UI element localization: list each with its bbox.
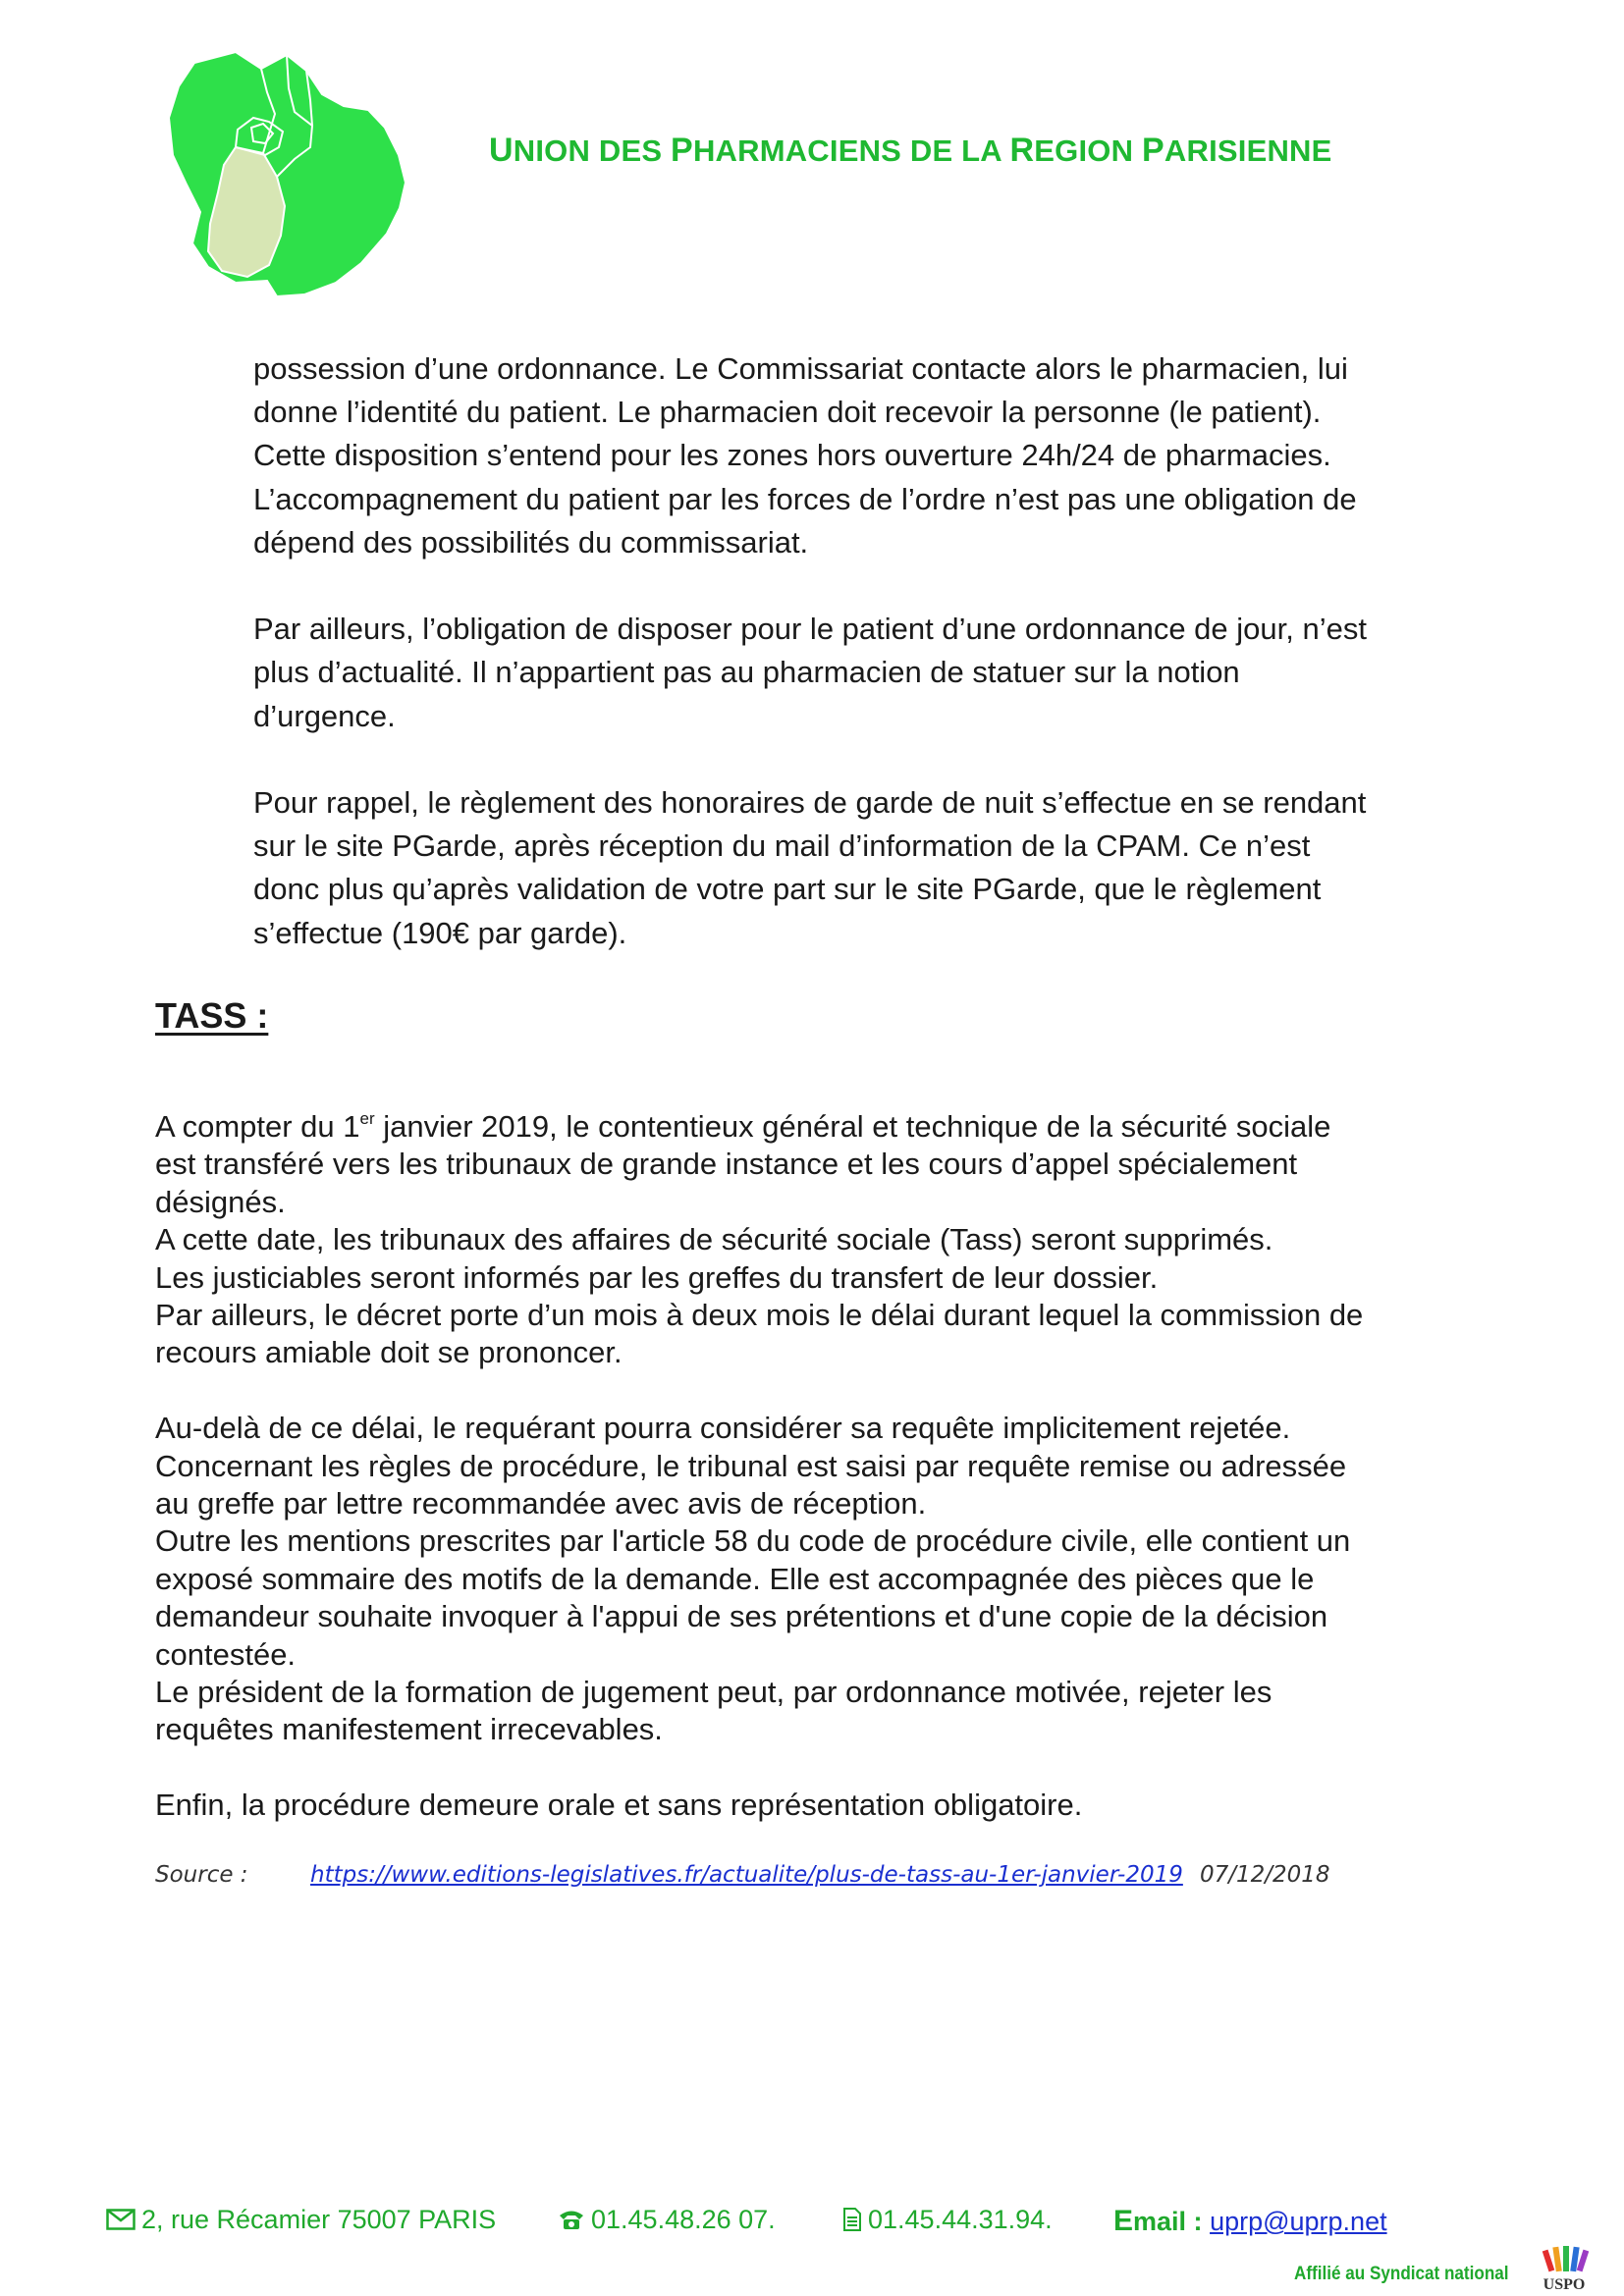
footer-phone (558, 2205, 776, 2235)
region-map-logo (167, 49, 461, 299)
text-line: donne l’identité du patient. Le pharmacien doit recevoir la personne (le patient). (253, 395, 1322, 430)
text-line: donc plus qu’après validation de votre part sur le site PGarde, que le règlement (253, 872, 1322, 907)
text-line: s’effectue (190€ par garde). (253, 915, 627, 950)
envelope-icon (106, 2209, 135, 2230)
text-line: A compter du 1er janvier 2019, le contentieux général et technique de la sécurité sociale (155, 1108, 1331, 1144)
footer-address (106, 2205, 496, 2235)
title-fragment: HARMACIENS DE LA (692, 133, 1010, 168)
affiliation-text: Affilié au Syndicat national (1294, 2264, 1509, 2284)
text-line: Enfin, la procédure demeure orale et sans représentation obligatoire. (155, 1788, 1083, 1823)
text-line: d’urgence. (253, 698, 396, 733)
text-line: recours amiable doit se prononcer. (155, 1335, 623, 1370)
phone-text: 01.45.48.26 07. (591, 2205, 776, 2234)
text-line: L’accompagnement du patient par les forces de l’ordre n’est pas une obligation de (253, 481, 1357, 516)
uspo-logo-text: USPO (1543, 2276, 1586, 2293)
telephone-icon (558, 2209, 585, 2230)
text-line: exposé sommaire des motifs de la demande. Elle est accompagnée des pièces que le (155, 1561, 1315, 1596)
title-fragment: EGION (1034, 133, 1143, 168)
text-line: requêtes manifestement irrecevables. (155, 1712, 663, 1747)
footer-email (1113, 2205, 1387, 2238)
fax-document-icon (842, 2208, 862, 2231)
text-line: désignés. (155, 1184, 286, 1219)
email-label: Email : (1113, 2205, 1203, 2237)
text-line: possession d’une ordonnance. Le Commissariat contacte alors le pharmacien, lui (253, 351, 1348, 386)
text-line: dépend des possibilités du commissariat. (253, 524, 809, 560)
text-line: Cette disposition s’entend pour les zones hors ouverture 24h/24 de pharmacies. (253, 438, 1331, 473)
address-text: 2, rue Récamier 75007 PARIS (141, 2205, 497, 2234)
text-line: sur le site PGarde, après réception du mail d’information de la CPAM. Ce n’est (253, 828, 1311, 864)
text-line: plus d’actualité. Il n’appartient pas au pharmacien de statuer sur la notion (253, 655, 1240, 690)
fax-text: 01.45.44.31.94. (868, 2205, 1053, 2234)
title-fragment: ARISIENNE (1164, 133, 1332, 168)
text-line: Par ailleurs, l’obligation de disposer pour le patient d’une ordonnance de jour, n’est (253, 612, 1367, 647)
text-line: contestée. (155, 1636, 297, 1672)
text-line: demandeur souhaite invoquer à l'appui de ses prétentions et d'une copie de la décision (155, 1599, 1328, 1634)
text-line: Les justiciables seront informés par les greffes du transfert de leur dossier. (155, 1259, 1159, 1295)
title-fragment: U (489, 132, 514, 169)
title-fragment: P (1142, 132, 1164, 169)
text-line: A cette date, les tribunaux des affaires de sécurité sociale (Tass) seront supprimés. (155, 1222, 1273, 1257)
email-link[interactable]: uprp@uprp.net (1210, 2207, 1387, 2236)
source-link[interactable]: https://www.editions-legislatives.fr/actualite/plus-de-tass-au-1er-janvier-2019 (310, 1862, 1183, 1888)
text-line: est transféré vers les tribunaux de grande instance et les cours d’appel spécialement (155, 1147, 1298, 1182)
superscript-er: er (359, 1108, 375, 1128)
source-date: 07/12/2018 (1200, 1862, 1330, 1888)
text-line: Au-delà de ce délai, le requérant pourra considérer sa requête implicitement rejetée. (155, 1411, 1291, 1446)
footer-fax (842, 2205, 1053, 2235)
title-fragment: NION DES (513, 133, 672, 168)
text-line: Pour rappel, le règlement des honoraires de garde de nuit s’effectue en se rendant (253, 785, 1367, 820)
text-line: au greffe par lettre recommandée avec avis de réception. (155, 1486, 927, 1521)
text-line: Concernant les règles de procédure, le tribunal est saisi par requête remise ou adressée (155, 1448, 1347, 1483)
text-line: Par ailleurs, le décret porte d’un mois à deux mois le délai durant lequel la commission de (155, 1298, 1364, 1332)
source-label: Source : (155, 1862, 248, 1888)
title-fragment: R (1009, 132, 1035, 169)
organization-title (489, 132, 1332, 170)
tass-heading: TASS : (155, 995, 269, 1036)
title-fragment: P (671, 132, 693, 169)
text-line: Le président de la formation de jugement peut, par ordonnance motivée, rejeter les (155, 1675, 1272, 1709)
text-line: Outre les mentions prescrites par l'article 58 du code de procédure civile, elle contient un (155, 1523, 1351, 1559)
